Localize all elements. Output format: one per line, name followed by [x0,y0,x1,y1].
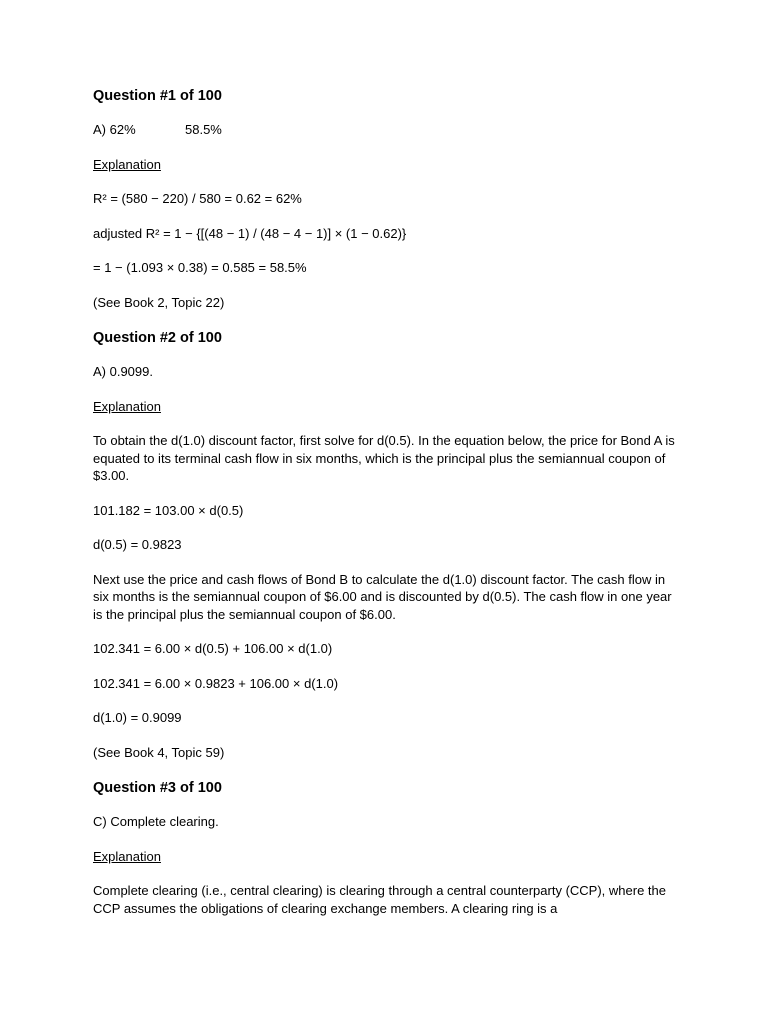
answer-text: A) 62% [93,122,136,137]
document-page [93,86,678,934]
answer-extra: 58.5% [185,122,222,137]
question-heading: Question #2 of 100 [93,330,222,346]
explanation-line: adjusted R² = 1 − {[(48 − 1) / (48 − 4 − 1)] × (1 − 0.62)} [93,225,407,241]
answer-text: A) 0.9099. [93,364,153,379]
answer-text: C) Complete clearing. [93,814,219,829]
explanation-line: R² = (580 − 220) / 580 = 0.62 = 62% [93,191,302,206]
explanation-paragraph: Next use the price and cash flows of Bond B to calculate the d(1.0) discount factor. The cash flow in six months is the semiannual coupon of $6.00 and is discounted by d(0.5). The cash flow in one year is the principal plus the semiannual coupon of $6.00. [93,571,672,622]
explanation-label: Explanation [93,398,161,414]
explanation-line: 102.341 = 6.00 × d(0.5) + 106.00 × d(1.0) [93,641,333,656]
explanation-line: d(0.5) = 0.9823 [93,537,182,552]
reference-line: (See Book 2, Topic 22) [93,294,225,310]
explanation-paragraph: Complete clearing (i.e., central clearing) is clearing through a central counterparty (CCP), where the CCP assumes the obligations of clearing exchange members. A clearing ring is a [93,883,666,916]
explanation-label: Explanation [93,156,161,172]
reference-line: (See Book 4, Topic 59) [93,744,225,760]
answer-line [93,121,678,139]
explanation-line: = 1 − (1.093 × 0.38) = 0.585 = 58.5% [93,260,307,275]
explanation-label: Explanation [93,848,161,864]
explanation-line: 102.341 = 6.00 × 0.9823 + 106.00 × d(1.0) [93,675,339,691]
explanation-paragraph: To obtain the d(1.0) discount factor, first solve for d(0.5). In the equation below, the price for Bond A is equated to its terminal cash flow in six months, which is the principal plus the semiannual coupon of $3.00. [93,433,675,483]
explanation-line: d(1.0) = 0.9099 [93,710,182,725]
question-heading: Question #3 of 100 [93,780,222,796]
question-heading: Question #1 of 100 [93,88,222,104]
explanation-line: 101.182 = 103.00 × d(0.5) [93,502,244,518]
